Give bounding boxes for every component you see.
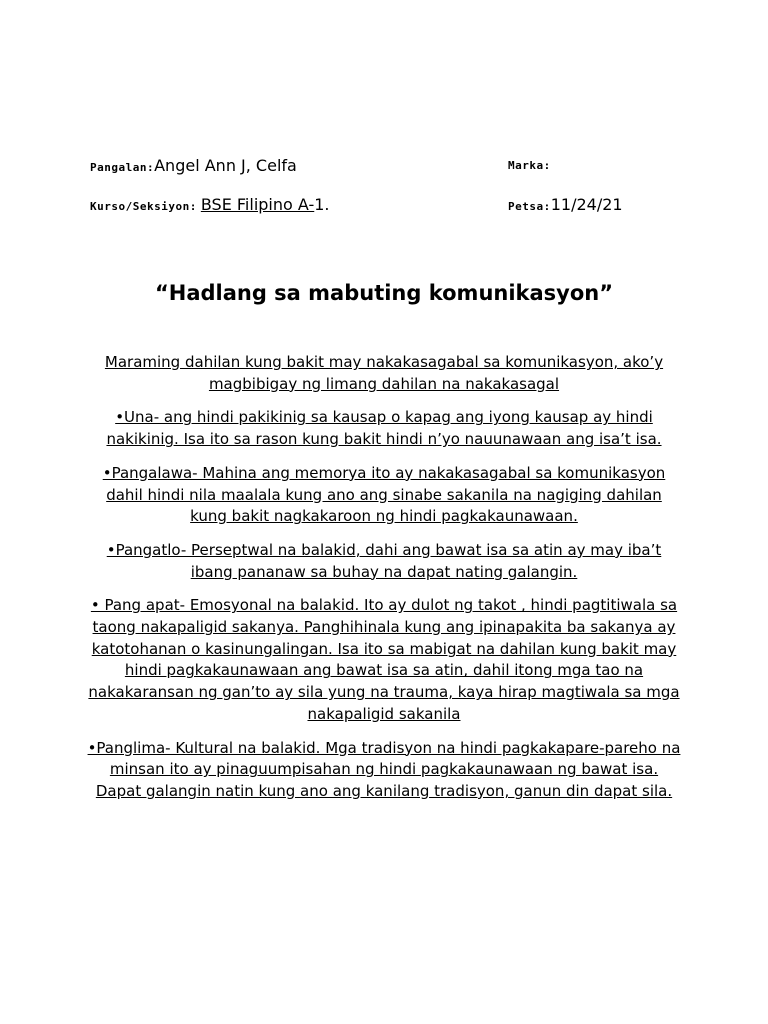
- course-value: BSE Filipino A-: [200, 195, 315, 214]
- document-body: [86, 352, 682, 815]
- paragraph-pangalawa: •Pangalawa- Mahina ang memorya ito ay nakakasagabal sa komunikasyon dahil hindi nila maalala kung ano ang sinabe sakanila na nagiging dahilan kung bakit nagkakaroon ng hindi pagkakaunawaan.: [102, 463, 666, 526]
- paragraph-panglima: •Panglima- Kultural na balakid. Mga tradisyon na hindi pagkakapare-pareho na minsan ito ay pinaguumpisahan ng hindi pagkakaunawaan ng bawat isa. Dapat galangin natin kung ano ang kanilang tradisyon, ganun din dapat sila.: [87, 738, 681, 800]
- course-field: [90, 195, 330, 215]
- date-field: [508, 195, 623, 215]
- name-field: [90, 156, 297, 176]
- paragraph-intro: Maraming dahilan kung bakit may nakakasagabal sa komunikasyon, ako’y magbibigay ng limang dahilan na nakakasagal: [104, 353, 664, 393]
- paragraph-pang-apat: • Pang apat- Emosyonal na balakid. Ito ay dulot ng takot , hindi pagtitiwala sa taong nakapaligid sakanya. Panghihinala kung ang ipinapakita ba sakanya ay katotohanan o kasinungalingan. Isa ito sa mabigat na dahilan kung bakit may hindi pagkakaunawaan ang bawat isa sa atin, dahil itong mga tao na nakakaransan ng gan’to ay sila yung na trauma, kaya hirap magtiwala sa mga nakapaligid sakanila: [88, 596, 680, 723]
- document-title: “Hadlang sa mabuting komunikasyon”: [154, 281, 614, 305]
- course-label: Kurso/Seksiyon:: [90, 200, 197, 213]
- name-label: Pangalan:: [90, 161, 155, 174]
- header-row-name: [90, 156, 690, 182]
- header-row-course: [90, 195, 690, 221]
- paragraph-pangatlo: •Pangatlo- Perseptwal na balakid, dahi ang bawat isa sa atin ay may iba’t ibang pananaw sa buhay na dapat nating galangin.: [106, 540, 662, 581]
- course-suffix: 1.: [314, 195, 330, 214]
- date-value: 11/24/21: [550, 195, 623, 214]
- grade-field: [508, 156, 551, 174]
- date-label: Petsa:: [508, 200, 551, 213]
- grade-label: Marka:: [508, 159, 551, 172]
- paragraph-una: •Una- ang hindi pakikinig sa kausap o kapag ang iyong kausap ay hindi nakikinig. Isa ito sa rason kung bakit hindi n’yo nauunawaan ang isa’t isa.: [106, 408, 662, 449]
- name-value: Angel Ann J, Celfa: [154, 156, 297, 175]
